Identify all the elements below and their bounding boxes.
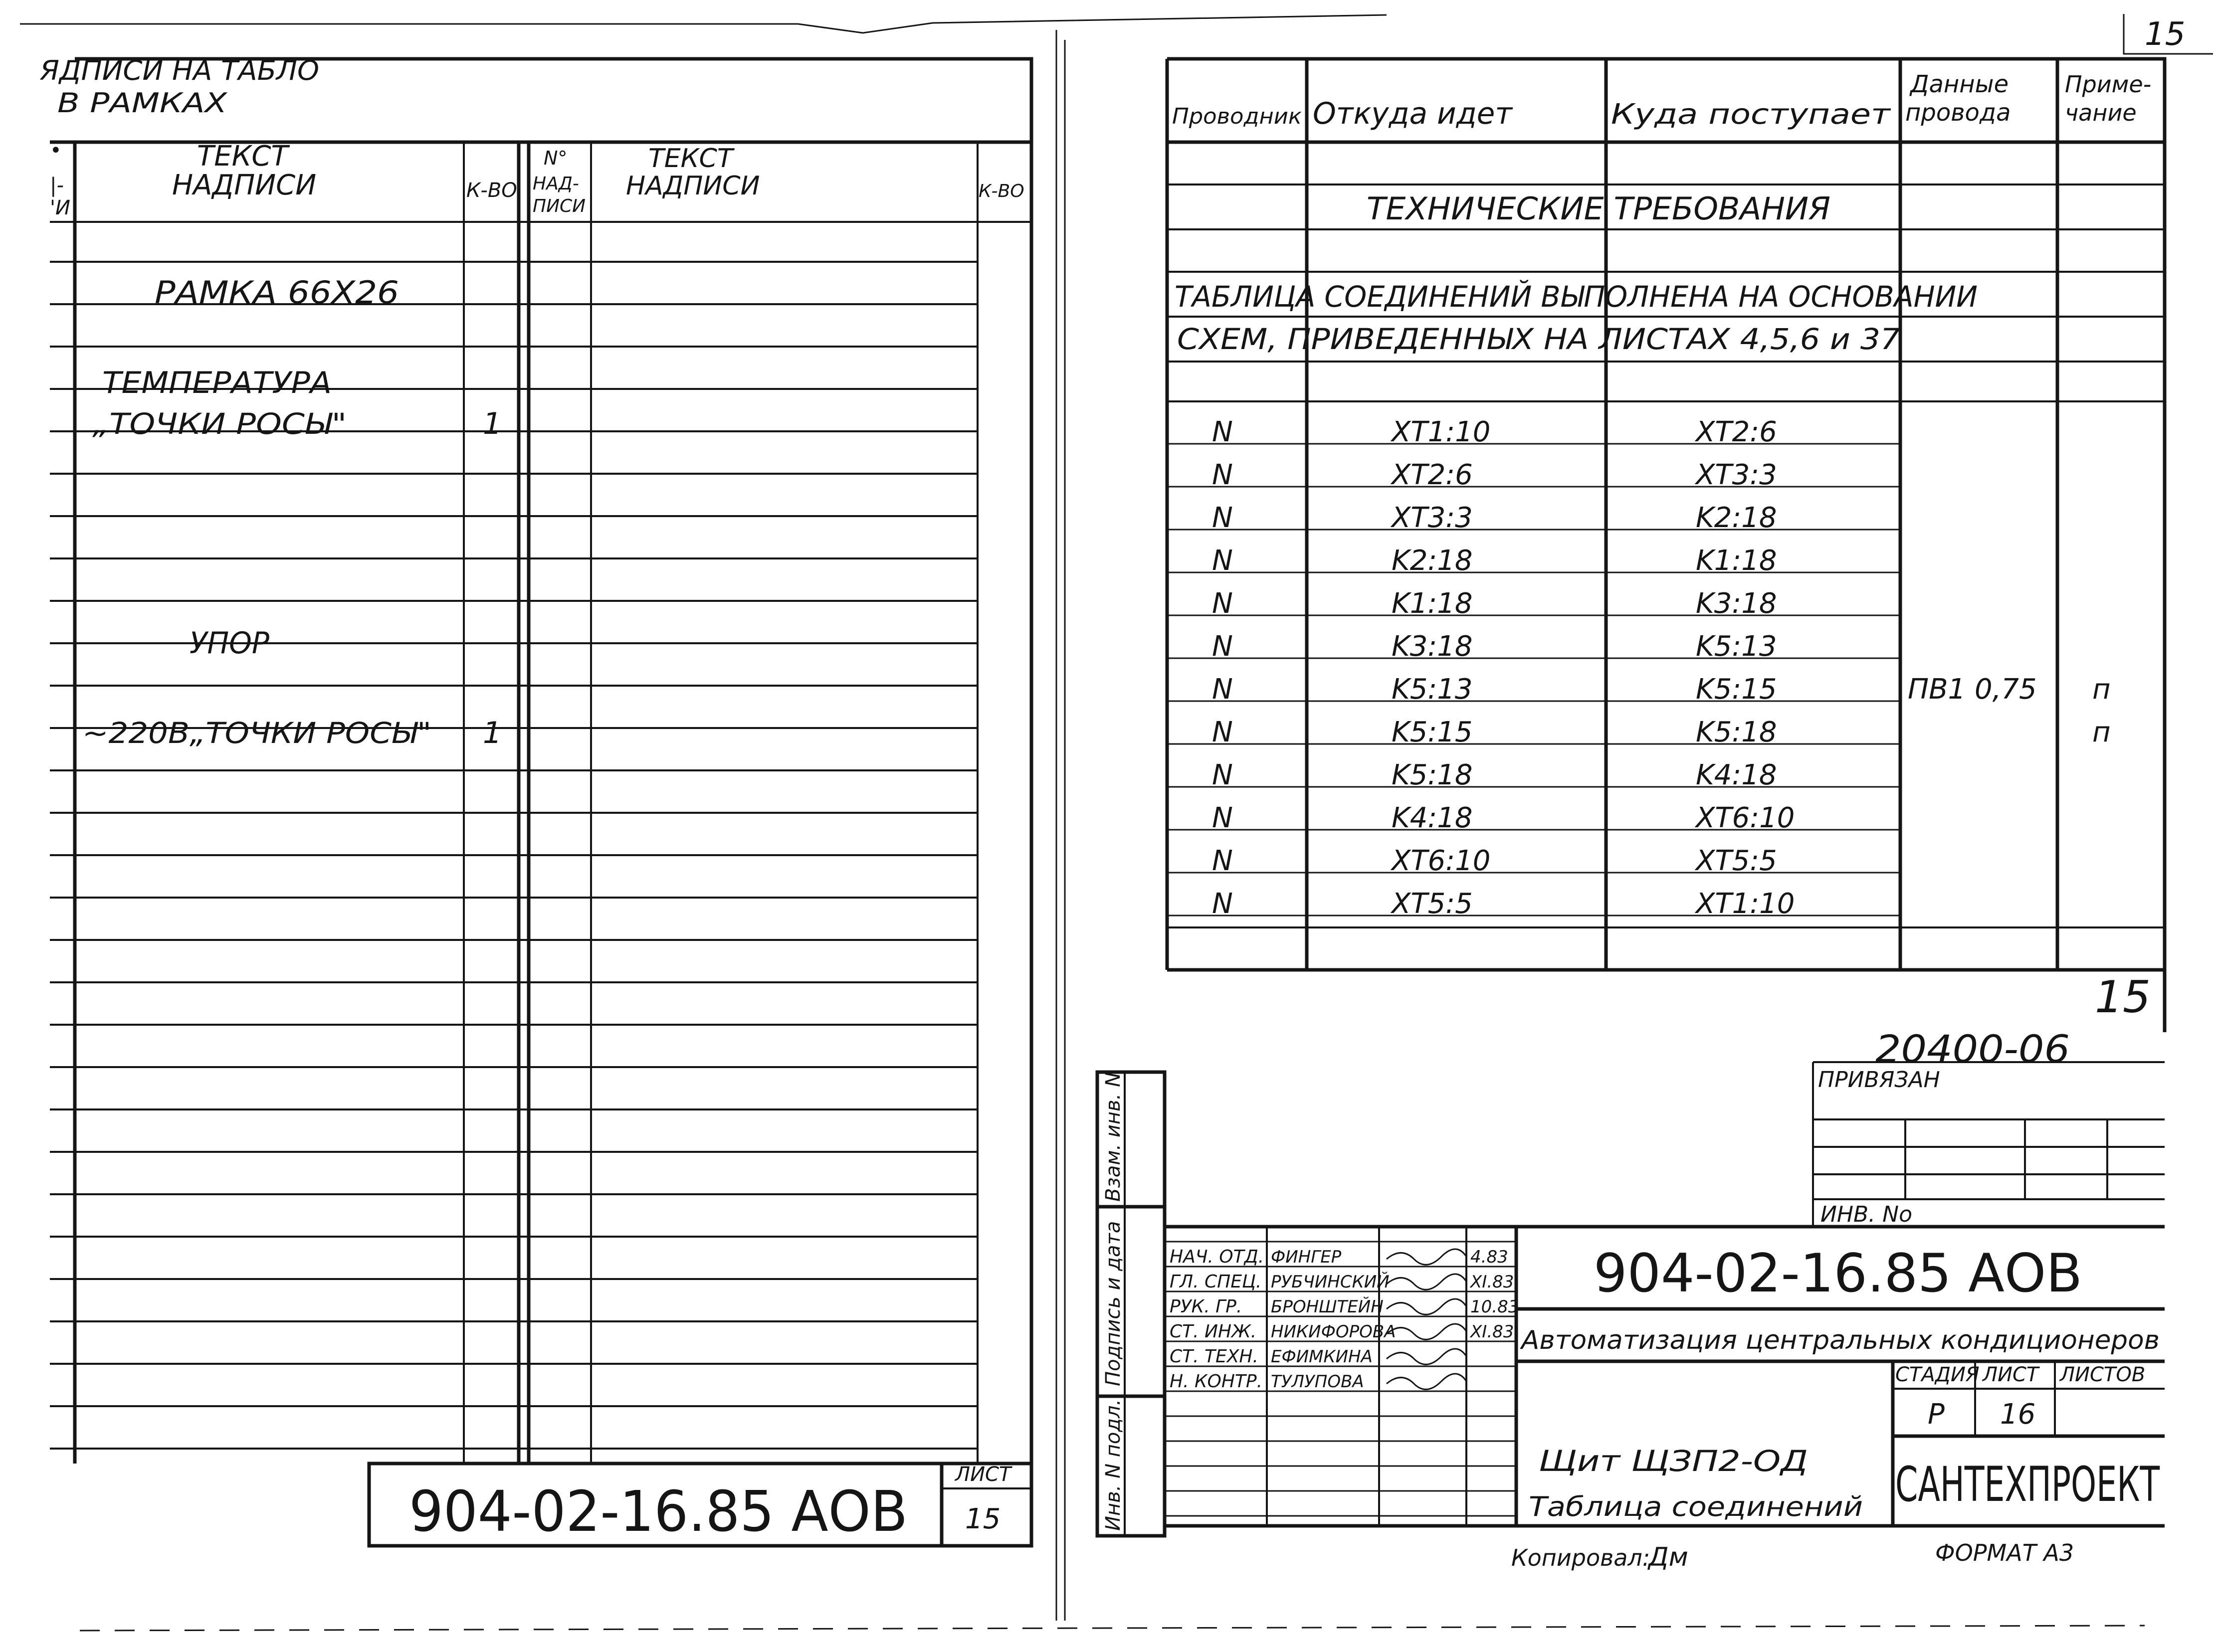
page-corner-number: 15 <box>2145 16 2186 53</box>
doc-title: Автоматизация центральных кондиционеров <box>1519 1325 2160 1355</box>
conn-from: XT1:10 <box>1392 416 1491 448</box>
copied-signature: Дм <box>1648 1542 1688 1572</box>
section-title: ТЕХНИЧЕСКИЕ ТРЕБОВАНИЯ <box>1367 190 1830 227</box>
entry-frame-size: РАМКА 66Х26 <box>155 274 399 311</box>
handwritten-signature <box>1387 1249 1466 1265</box>
requirements-line-1: ТАБЛИЦА СОЕДИНЕНИЙ ВЫПОЛНЕНА НА ОСНОВАНИИ <box>1175 280 1990 314</box>
conn-to: XT6:10 <box>1696 802 1795 834</box>
conn-conductor: N <box>1212 845 1233 877</box>
inv-no-label: ИНВ. No <box>1820 1202 1912 1227</box>
entry-dew-point-qty: 1 <box>483 406 502 441</box>
side-label-signature-date: Подпись и дата <box>1102 1221 1125 1386</box>
signature-row <box>1170 1321 1514 1342</box>
conn-note: п <box>2092 673 2111 706</box>
side-label-replace-inv: Взам. инв. N <box>1102 1072 1125 1202</box>
conn-to: K5:13 <box>1696 630 1777 663</box>
signature-name: РУБЧИНСКИЙ <box>1271 1272 1390 1292</box>
requirements-line-2: СХЕМ, ПРИВЕДЕННЫХ НА ЛИСТАХ 4,5,6 и 37 <box>1177 322 1901 356</box>
conn-to: XT5:5 <box>1696 845 1777 877</box>
signature-date: XI.83 <box>1470 1272 1514 1292</box>
conn-from: K5:15 <box>1392 716 1473 748</box>
conn-conductor: N <box>1212 587 1233 620</box>
signature-role: СТ. ИНЖ. <box>1170 1321 1257 1342</box>
conn-conductor: N <box>1212 888 1233 920</box>
right-sheet <box>1097 59 2165 1572</box>
col-no-mark-b: |- <box>50 174 64 197</box>
col-text1-line1: ТЕКСТ <box>197 140 288 173</box>
signature-name: ТУЛУПОВА <box>1271 1372 1364 1392</box>
sheet-value: 16 <box>2000 1398 2036 1431</box>
stage-value: Р <box>1928 1398 1945 1431</box>
conn-to: K4:18 <box>1696 759 1777 791</box>
conn-from: K1:18 <box>1392 587 1473 620</box>
conn-conductor: N <box>1212 759 1233 791</box>
handwritten-signature <box>1387 1299 1466 1314</box>
conn-from: K2:18 <box>1392 545 1473 577</box>
entry-220v-dew-point: ~220В„ТОЧКИ РОСЫ" <box>82 716 431 750</box>
conn-conductor: N <box>1212 502 1233 534</box>
conn-conductor: N <box>1212 716 1233 748</box>
drawing-name-line-2: Таблица соединений <box>1529 1491 1863 1522</box>
hdr-note-line2: чание <box>2065 99 2137 126</box>
stage-label: СТАДИЯ <box>1895 1363 1980 1386</box>
conn-conductor: N <box>1212 802 1233 834</box>
col-num-line2: НАД- <box>533 174 579 194</box>
entry-dew-point: „ТОЧКИ РОСЫ" <box>92 407 347 441</box>
doc-code: 904-02-16.85 АОВ <box>1594 1243 2082 1304</box>
hdr-wire-line1: Данные <box>1910 70 2009 98</box>
conn-to: K1:18 <box>1696 545 1777 577</box>
conn-from: K5:18 <box>1392 759 1473 791</box>
conn-from: XT6:10 <box>1392 845 1491 877</box>
conn-to: XT1:10 <box>1696 888 1795 920</box>
signature-role: РУК. ГР. <box>1170 1296 1242 1317</box>
connection-table <box>1212 416 2111 920</box>
binding-code: 20400-06 <box>1875 1027 2070 1071</box>
hdr-note-line1: Приме- <box>2065 71 2152 98</box>
col-qty1: К-ВО <box>466 179 517 202</box>
signature-row <box>1170 1371 1466 1392</box>
handwritten-signature <box>1387 1374 1466 1389</box>
entry-temperature: ТЕМПЕРАТУРА <box>102 366 332 400</box>
conn-conductor: N <box>1212 545 1233 577</box>
left-stamp-sheet-number: 15 <box>965 1503 1001 1535</box>
signature-role: СТ. ТЕХН. <box>1170 1346 1258 1367</box>
entry-220v-qty: 1 <box>483 716 502 750</box>
handwritten-sheet-number: 15 <box>2095 971 2151 1023</box>
signature-role: НАЧ. ОТД. <box>1170 1247 1264 1267</box>
hdr-conductor: Проводник <box>1172 104 1302 129</box>
signature-row <box>1170 1247 1508 1267</box>
signature-role: ГЛ. СПЕЦ. <box>1170 1272 1262 1292</box>
entry-stop: УПОР <box>190 626 270 661</box>
handwritten-signature <box>1387 1324 1466 1339</box>
conn-wire: ПВ1 0,75 <box>1908 673 2037 706</box>
signature-name: ФИНГЕР <box>1271 1247 1342 1267</box>
hdr-to: Куда поступает <box>1611 98 1891 131</box>
hdr-from: Откуда идет <box>1313 96 1514 131</box>
sheet-label: ЛИСТ <box>1983 1363 2039 1386</box>
signature-date: XI.83 <box>1470 1322 1514 1342</box>
conn-from: K5:13 <box>1392 673 1473 706</box>
binding-label: ПРИВЯЗАН <box>1818 1067 1940 1093</box>
conn-conductor: N <box>1212 459 1233 491</box>
conn-to: K5:18 <box>1696 716 1777 748</box>
signature-role: Н. КОНТР. <box>1170 1371 1263 1392</box>
conn-to: K2:18 <box>1696 502 1777 534</box>
signature-name: БРОНШТЕЙН <box>1271 1297 1384 1317</box>
hdr-wire-line2: провода <box>1905 99 2011 127</box>
conn-conductor: N <box>1212 630 1233 663</box>
sheets-label: ЛИСТОВ <box>2060 1363 2146 1386</box>
format-label: ФОРМАТ А3 <box>1935 1539 2074 1566</box>
signature-name: НИКИФОРОВА <box>1271 1322 1396 1342</box>
left-sheet <box>39 55 1031 1546</box>
conn-to: XT3:3 <box>1696 459 1777 491</box>
conn-conductor: N <box>1212 416 1233 448</box>
handwritten-signature <box>1387 1274 1466 1289</box>
signature-date: 10.83 <box>1470 1297 1519 1317</box>
conn-to: K3:18 <box>1696 587 1777 620</box>
col-text1-line2: НАДПИСИ <box>172 169 317 201</box>
col-num-line1: N° <box>544 147 568 169</box>
signature-row <box>1170 1272 1514 1292</box>
conn-from: XT5:5 <box>1392 888 1473 920</box>
conn-from: K3:18 <box>1392 630 1473 663</box>
col-text2-line1: ТЕКСТ <box>648 144 733 174</box>
col-num-line3: ПИСИ <box>533 196 586 216</box>
page-furniture <box>20 14 2213 1631</box>
drawing-name-line-1: Щит ЩЗП2-ОД <box>1539 1444 1808 1478</box>
left-stamp-sheet-label: ЛИСТ <box>955 1463 1011 1486</box>
side-label-inv-original: Инв. N подл. <box>1102 1399 1125 1531</box>
col-no-mark-c: 'И <box>50 196 70 219</box>
conn-from: K4:18 <box>1392 802 1473 834</box>
col-qty2: К-ВО <box>979 181 1024 201</box>
conn-conductor: N <box>1212 673 1233 706</box>
handwritten-signature <box>1387 1349 1466 1364</box>
col-no-mark-a: • <box>50 139 62 162</box>
copied-label: Копировал: <box>1511 1544 1650 1571</box>
conn-to: XT2:6 <box>1696 416 1777 448</box>
caption-line-2: В РАМКАХ <box>57 87 228 119</box>
conn-note: п <box>2092 716 2111 748</box>
signature-name: ЕФИМКИНА <box>1271 1347 1373 1367</box>
conn-from: XT3:3 <box>1392 502 1473 534</box>
signature-row <box>1170 1346 1466 1367</box>
organization: САНТЕХПРОЕКТ <box>1895 1457 2160 1512</box>
conn-from: XT2:6 <box>1392 459 1473 491</box>
left-stamp-code: 904-02-16.85 АОВ <box>409 1479 908 1544</box>
signature-date: 4.83 <box>1470 1247 1508 1267</box>
caption-line-1: ЯДПИСИ НА ТАБЛО <box>39 55 320 86</box>
conn-to: K5:15 <box>1696 673 1777 706</box>
col-text2-line2: НАДПИСИ <box>626 171 760 201</box>
